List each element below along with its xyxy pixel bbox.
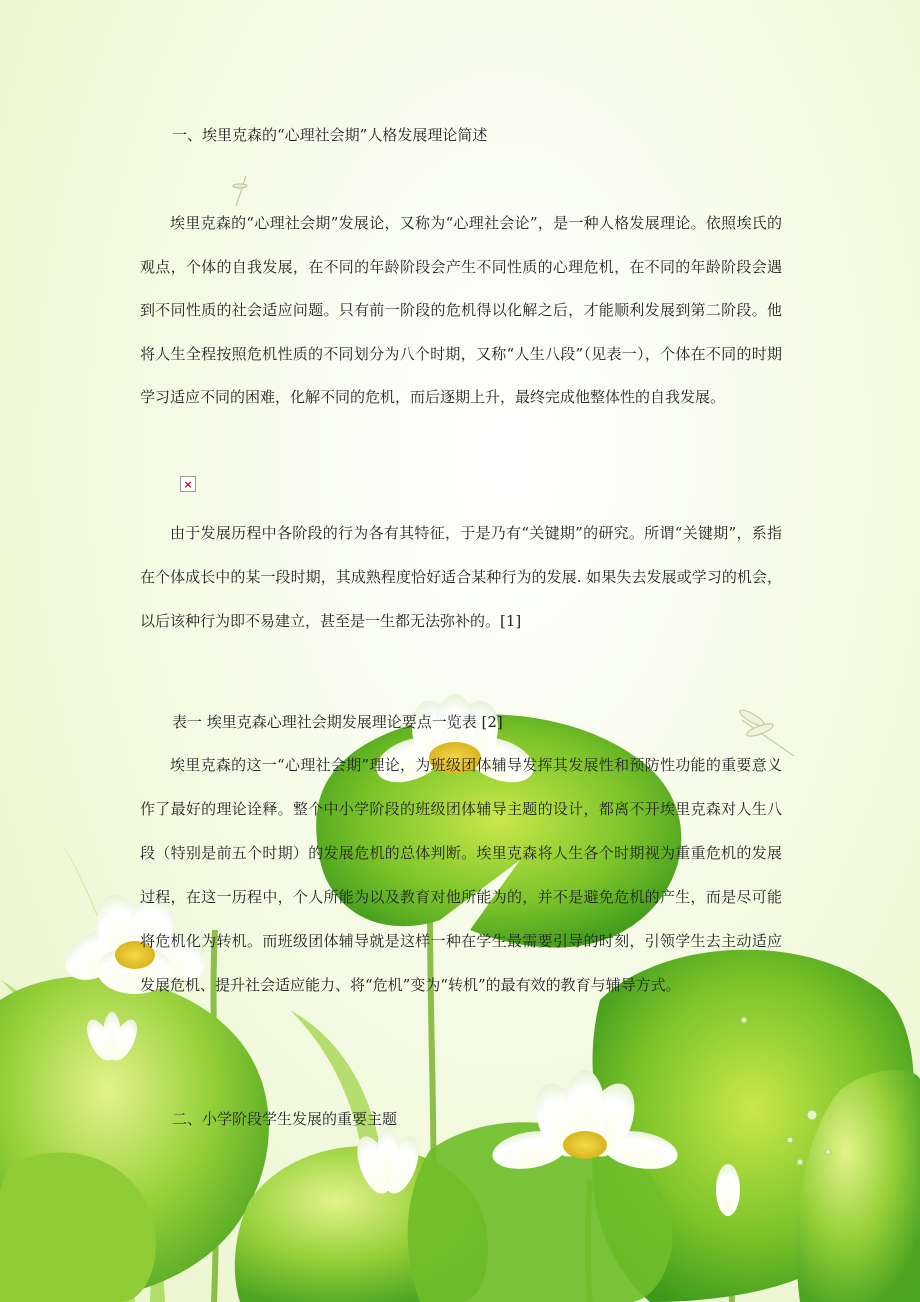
body-paragraph: 埃里克森的“心理社会期”发展论，又称为“心理社会论”，是一种人格发展理论。依照埃氏的观点，个体的自我发展，在不同的年龄阶段会产生不同性质的心理危机，在不同的年龄阶段会遇到不同性质的社会适应问题。只有前一阶段的危机得以化解之后，才能顺利发展到第二阶段。他将人生全程按照危机性质的不同划分为八个时期，又称“人生八段”（见表一），个体在不同的时期学习适应不同的困难，化解不同的危机，而后逐期上升，最终完成他整体性的自我发展。	[140, 214, 782, 406]
section-heading: 一、埃里克森的“心理社会期”人格发展理论简述	[172, 126, 488, 144]
body-paragraph: 由于发展历程中各阶段的行为各有其特征，于是乃有“关键期”的研究。所谓“关键期”，系指在个体成长中的某一段时期，其成熟程度恰好适合某种行为的发展. 如果失去发展或学习的机会，以后该种行为即不易建立，甚至是一生都无法弥补的。[1]	[140, 524, 782, 630]
body-paragraph: 埃里克森的这一“心理社会期”理论，为班级团体辅导发挥其发展性和预防性功能的重要意义作了最好的理论诠释。整个中小学阶段的班级团体辅导主题的设计，都离不开埃里克森对人生八段（特别是前五个时期）的发展危机的总体判断。埃里克森将人生各个时期视为重重危机的发展过程，在这一历程中，个人所能为以及教育对他所能为的，并不是避免危机的产生，而是尽可能将危机化为转机。而班级团体辅导就是这样一种在学生最需要引导的时刻，引领学生去主动适应发展危机、提升社会适应能力、将“危机”变为“转机”的最有效的教育与辅导方式。	[140, 756, 782, 994]
broken-image-icon: ×	[180, 476, 196, 492]
table-caption: 表一 埃里克森心理社会期发展理论要点一览表 [2]	[172, 713, 503, 731]
section-heading: 二、小学阶段学生发展的重要主题	[172, 1110, 398, 1128]
